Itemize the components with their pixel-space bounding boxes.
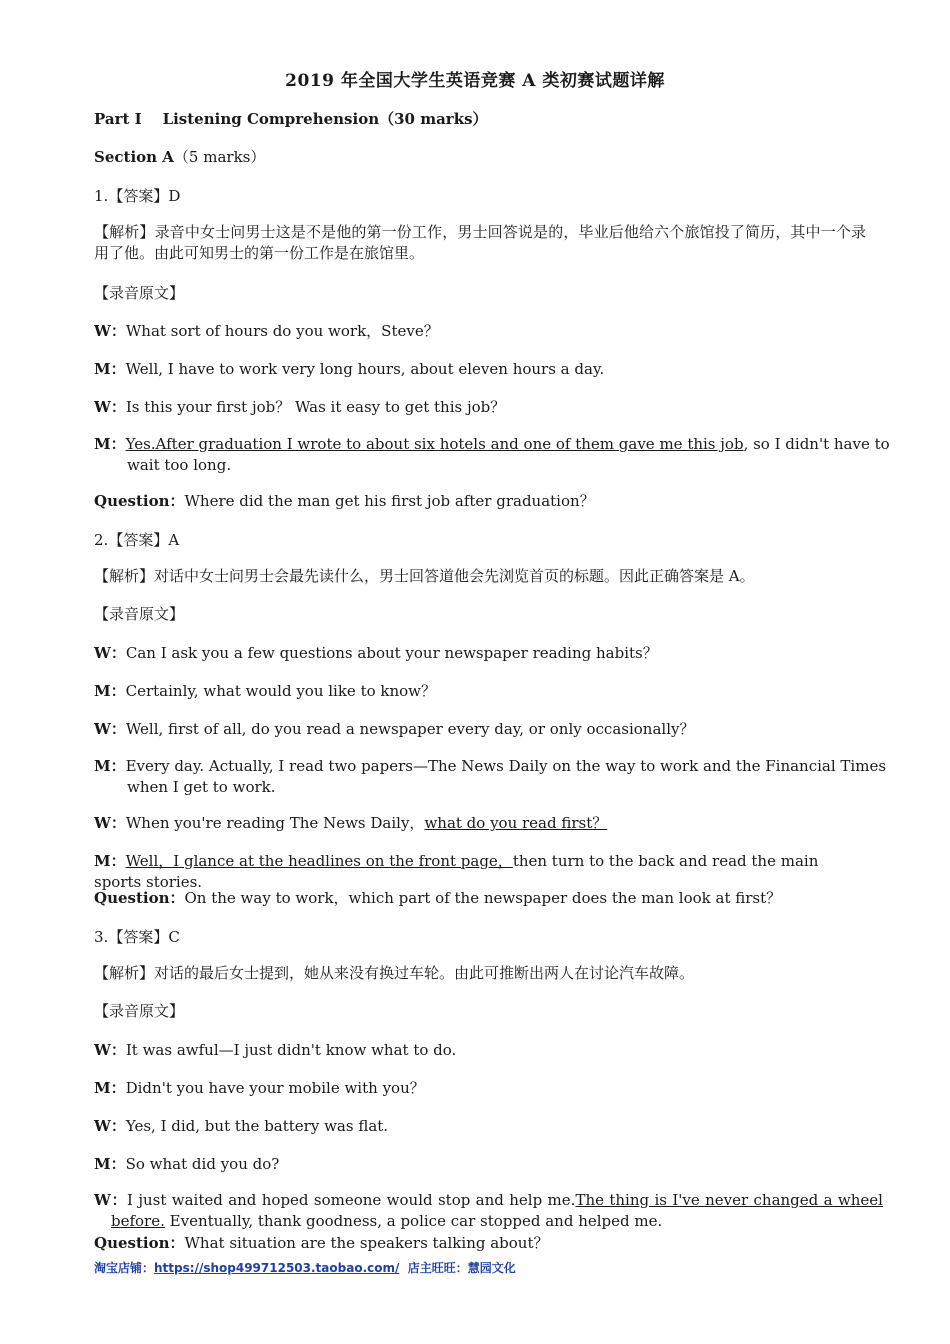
q2-transcript-label: 【录音原文】	[94, 605, 185, 623]
section-label: Section A	[94, 148, 174, 166]
q3-analysis: 【解析】对话的最后女士提到，她从来没有换过车轮。由此可推断出两人在讨论汽车故障。	[94, 964, 695, 982]
section-marks: （5 marks）	[173, 148, 266, 166]
q3-line-w1: W：It was awful—I just didn't know what to do.	[94, 1041, 457, 1059]
q3-line-m1: M：Didn't you have your mobile with you？	[94, 1079, 425, 1097]
q3-question: Question：What situation are the speakers talking about？	[94, 1234, 549, 1252]
part-label: Part I	[94, 110, 142, 128]
q3-line-m2: M：So what did you do?	[94, 1155, 280, 1173]
q1-line-m2: M：Yes.After graduation I wrote to about six hotels and one of them gave me this job, so I didn't have to wait too long.	[94, 435, 890, 474]
q2-line-w3: W：When you're reading The News Daily，what do you read first？	[94, 814, 608, 832]
shop-label: 淘宝店铺：	[94, 1261, 155, 1275]
q1-transcript-label: 【录音原文】	[94, 284, 185, 302]
q1-answer-line: 1.【答案】D	[94, 187, 181, 205]
q1-line-w1: W：What sort of hours do you work，Steve？	[94, 322, 439, 340]
q1-line-w2: W：Is this your first job？ Was it easy to get this job？	[94, 398, 506, 416]
q2-answer: A	[168, 531, 180, 549]
q1-analysis: 【解析】录音中女士问男士这是不是他的第一份工作，男士回答说是的，毕业后他给六个旅馆投了简历，其中一个录用了他。由此可知男士的第一份工作是在旅馆里。	[94, 223, 866, 262]
shop-link[interactable]: https://shop499712503.taobao.com/	[154, 1261, 400, 1275]
q3-answer: C	[168, 928, 180, 946]
q3-line-w3: W：I just waited and hoped someone would stop and help me.The thing is I've never changed a wheel before. Eventually, thank goodness, a police car stopped and helped me.	[94, 1191, 883, 1230]
q1-answer: D	[168, 187, 181, 205]
q2-line-m2: M：Every day. Actually, I read two papers—The News Daily on the way to work and the Financial Times when I get to work.	[94, 757, 887, 796]
document-title: 2019 年全国大学生英语竞赛 A 类初赛试题详解	[285, 71, 665, 91]
q3-transcript-label: 【录音原文】	[94, 1002, 185, 1020]
section-heading	[94, 147, 866, 168]
q2-line-m1: M：Certainly, what would you like to know？	[94, 682, 437, 700]
q2-question: Question：On the way to work，which part of the newspaper does the man look at first？	[94, 889, 782, 907]
q2-answer-line: 2.【答案】A	[94, 531, 180, 549]
shop-owner: 店主旺旺：慧园文化	[407, 1261, 516, 1275]
part-name: Listening Comprehension（30 marks）	[162, 110, 488, 128]
q3-line-w2: W：Yes, I did, but the battery was flat.	[94, 1117, 389, 1135]
q3-answer-line: 3.【答案】C	[94, 928, 180, 946]
q1-question: Question：Where did the man get his first job after graduation？	[94, 492, 595, 510]
page-footer	[94, 1259, 516, 1276]
part-heading	[94, 109, 866, 130]
q2-line-w1: W：Can I ask you a few questions about your newspaper reading habits？	[94, 644, 658, 662]
q2-analysis: 【解析】对话中女士问男士会最先读什么，男士回答道他会先浏览首页的标题。因此正确答案是 A。	[94, 567, 755, 585]
q2-line-w2: W：Well, first of all, do you read a newspaper every day, or only occasionally？	[94, 720, 695, 738]
q1-line-m1: M：Well, I have to work very long hours, about eleven hours a day.	[94, 360, 605, 378]
q2-line-m3: M：Well，I glance at the headlines on the front page，then turn to the back and read the main sports stories.	[94, 852, 819, 891]
